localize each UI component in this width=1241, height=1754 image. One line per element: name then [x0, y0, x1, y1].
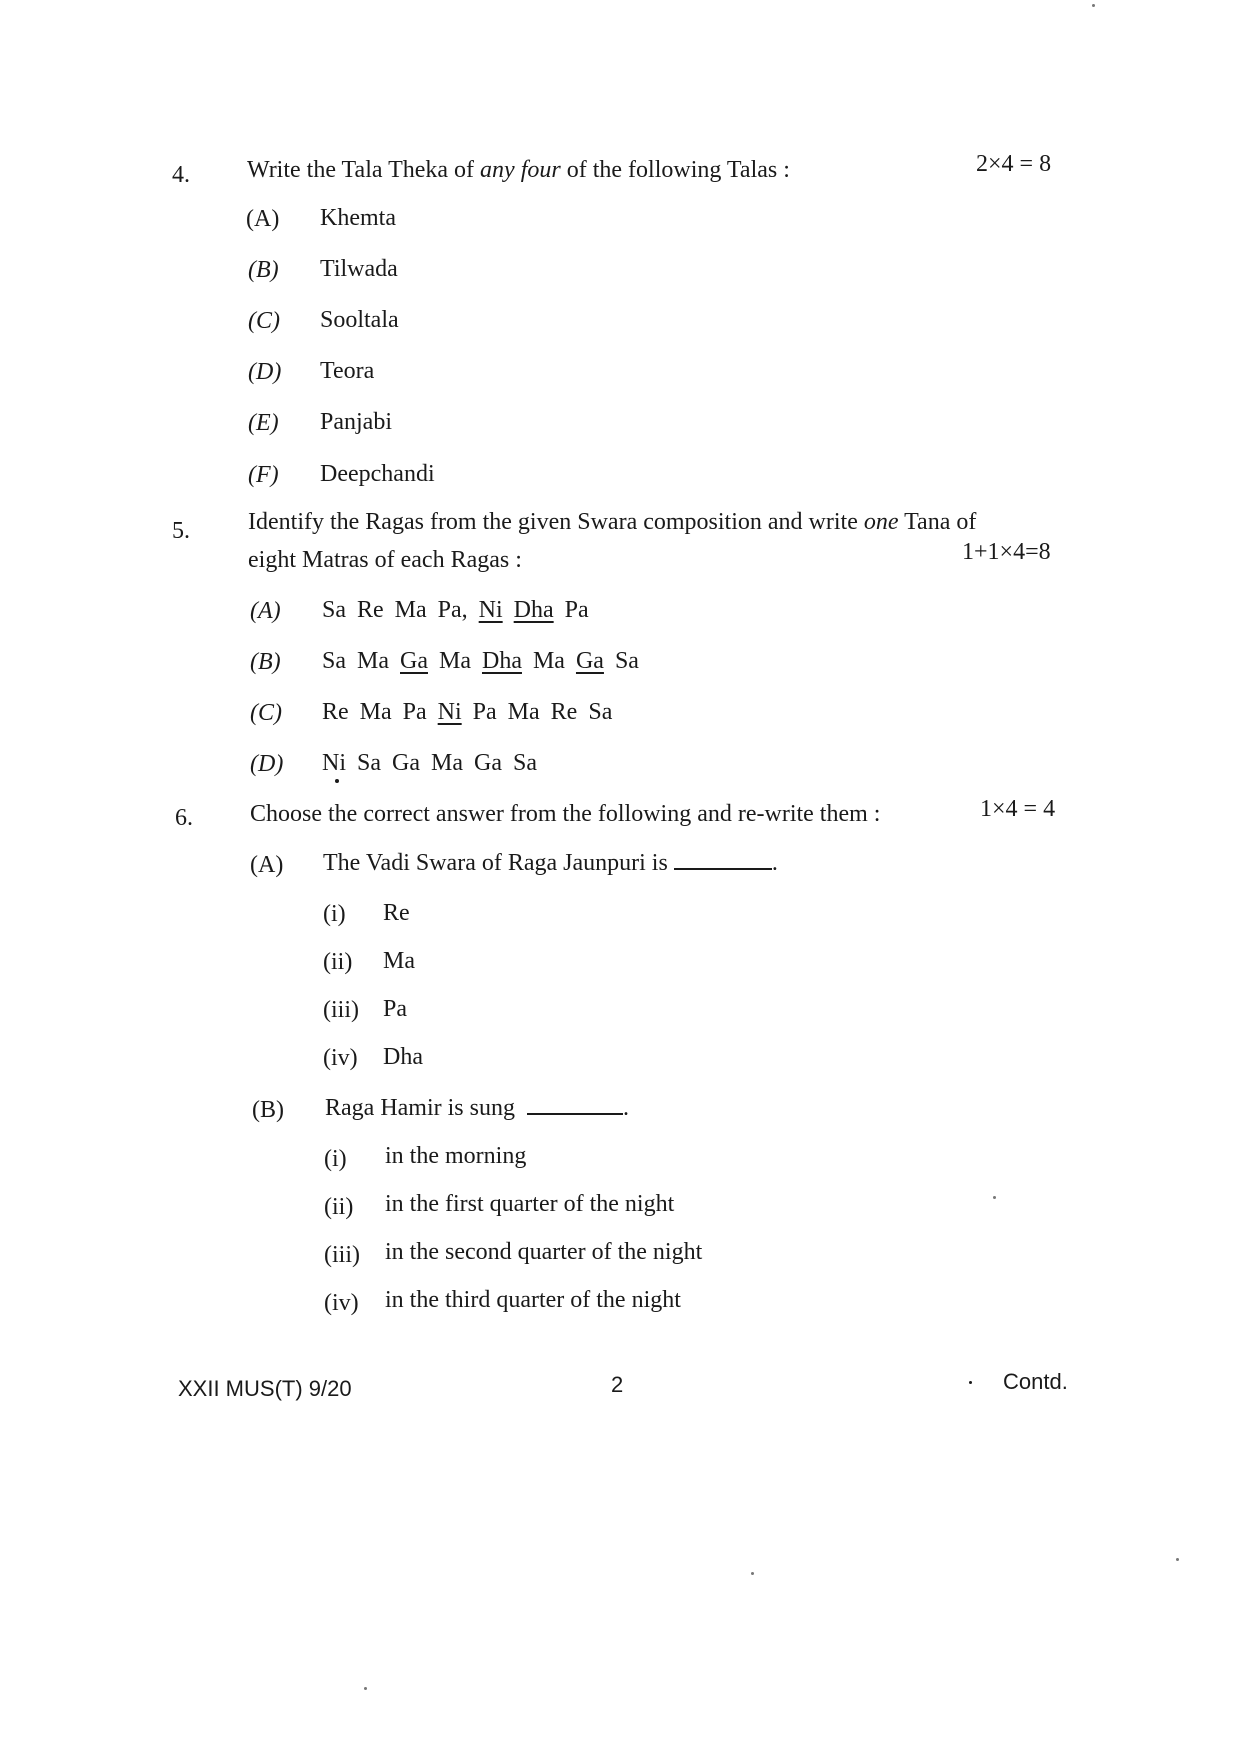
swara-note: Ma: [438, 648, 471, 674]
question-marks: 1×4 = 4: [980, 796, 1056, 822]
question-text-line2: eight Matras of each Ragas :: [248, 547, 522, 573]
answer-blank: [527, 1113, 623, 1115]
option-text: Panjabi: [320, 409, 392, 435]
footer-dot: [969, 1381, 972, 1384]
answer-blank: [674, 868, 772, 870]
swara-note: Ga: [392, 750, 420, 776]
scan-speck: [1176, 1558, 1179, 1561]
part-label: (B): [252, 1097, 284, 1123]
option-label: (B): [250, 649, 281, 675]
swara-note: Sa: [614, 648, 639, 674]
part-label: (A): [250, 852, 284, 878]
swara-line: [322, 596, 600, 624]
swara-note: Sa: [322, 648, 346, 674]
option-label: (D): [250, 751, 284, 777]
option-text: Teora: [320, 358, 375, 384]
scan-speck: [993, 1196, 996, 1199]
part-end: .: [622, 1095, 629, 1121]
swara-note-komal: Ga: [575, 648, 604, 674]
swara-note: Pa: [564, 597, 589, 623]
question-text: [247, 156, 790, 184]
option-label: (C): [250, 700, 282, 726]
swara-note: Re: [357, 597, 384, 623]
choice-label: (i): [323, 901, 346, 927]
swara-note: Ma: [430, 750, 463, 776]
choice-text: in the second quarter of the night: [385, 1239, 703, 1265]
swara-line: [322, 647, 650, 675]
option-label: (C): [248, 308, 280, 334]
swara-note: Sa: [512, 750, 537, 776]
question-marks: 2×4 = 8: [976, 151, 1052, 177]
part-question: The Vadi Swara of Raga Jaunpuri is: [323, 850, 668, 876]
choice-label: (iv): [323, 1045, 358, 1071]
option-label: (E): [248, 410, 279, 436]
swara-line: [322, 698, 623, 726]
choice-label: (iii): [323, 997, 359, 1023]
swara-note: Ma: [507, 699, 540, 725]
swara-note: Pa,: [437, 597, 468, 623]
question-text-part: Tana of: [898, 509, 977, 535]
question-text-part: of the following Talas :: [560, 157, 790, 183]
option-label: (A): [250, 598, 281, 624]
choice-text: Dha: [383, 1044, 423, 1070]
swara-note: Sa: [322, 597, 346, 623]
option-text: Deepchandi: [320, 461, 435, 487]
swara-note: Pa: [472, 699, 497, 725]
swara-note-mandra: Ni: [322, 750, 346, 776]
scan-speck: [1092, 4, 1095, 7]
choice-text: in the third quarter of the night: [385, 1287, 681, 1313]
swara-note: Sa: [357, 750, 381, 776]
choice-text: in the morning: [385, 1143, 527, 1169]
option-label: (B): [248, 257, 279, 283]
swara-note: Ma: [357, 648, 389, 674]
choice-label: (ii): [324, 1194, 354, 1220]
question-text-emphasis: any four: [480, 157, 561, 183]
option-text: Tilwada: [320, 256, 398, 282]
part-text: [323, 849, 778, 877]
swara-note: Re: [550, 699, 578, 725]
swara-note: Ma: [532, 648, 565, 674]
choice-label: (ii): [323, 949, 353, 975]
question-text-part: Write the Tala Theka of: [247, 157, 481, 183]
mandra-dot: [335, 779, 339, 783]
choice-label: (i): [324, 1146, 347, 1172]
option-text: Sooltala: [320, 307, 399, 333]
swara-note-komal: Ni: [478, 597, 503, 623]
option-label: (F): [248, 462, 279, 488]
choice-text: in the first quarter of the night: [385, 1191, 675, 1217]
swara-note-komal: Ni: [437, 699, 462, 725]
swara-note-komal: Ga: [400, 648, 428, 674]
part-question: Raga Hamir is sung: [325, 1095, 515, 1121]
swara-note: Ma: [394, 597, 427, 623]
question-number: 6.: [175, 805, 193, 831]
choice-text: Re: [383, 900, 410, 926]
swara-note-komal: Dha: [513, 597, 554, 623]
question-text-part: Identify the Ragas from the given Swara composition and write: [248, 509, 864, 535]
part-end: .: [771, 850, 778, 876]
question-text: Choose the correct answer from the following and re-write them :: [250, 801, 881, 827]
swara-note: Sa: [588, 699, 613, 725]
option-label: (D): [248, 359, 282, 385]
continued-label: Contd.: [1003, 1369, 1068, 1394]
part-text: [325, 1094, 629, 1122]
choice-label: (iv): [324, 1290, 359, 1316]
question-text: [248, 508, 976, 536]
scan-speck: [364, 1687, 367, 1690]
swara-note: Pa: [402, 699, 427, 725]
swara-note: Re: [322, 699, 349, 725]
scan-speck: [751, 1572, 754, 1575]
question-text-emphasis: one: [863, 509, 899, 535]
page-number: 2: [611, 1372, 624, 1397]
swara-note-komal: Dha: [481, 648, 522, 674]
choice-text: Ma: [383, 948, 415, 974]
swara-note: Ga: [473, 750, 502, 776]
choice-text: Pa: [383, 996, 407, 1022]
choice-label: (iii): [324, 1242, 360, 1268]
question-marks: 1+1×4=8: [962, 539, 1051, 565]
option-text: Khemta: [320, 205, 396, 231]
paper-code: XXII MUS(T) 9/20: [178, 1376, 352, 1401]
question-number: 4.: [172, 162, 190, 188]
swara-note: Ma: [359, 699, 392, 725]
option-label: (A): [246, 206, 280, 232]
swara-line: [322, 749, 548, 777]
question-number: 5.: [172, 518, 190, 544]
